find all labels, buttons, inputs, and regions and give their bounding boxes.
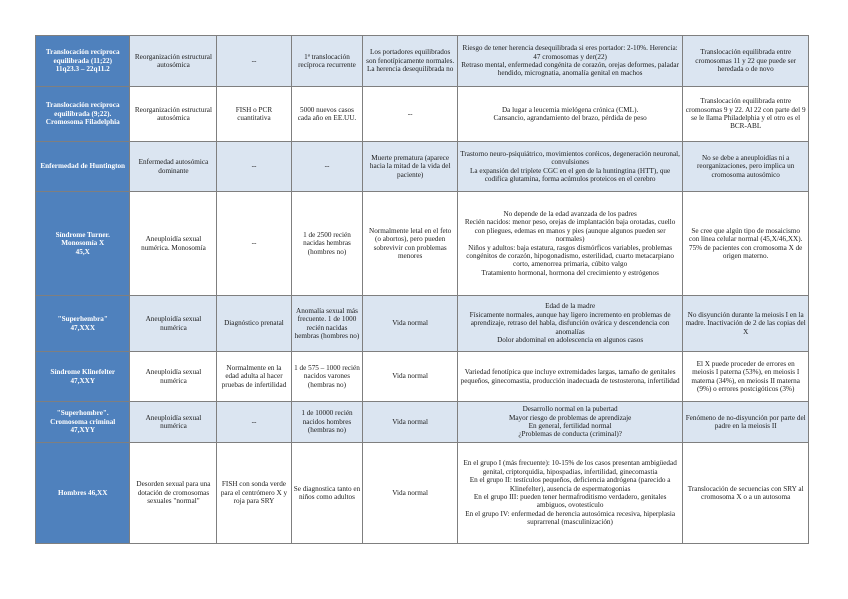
clinic-cell: Trastorno neuro-psiquiátrico, movimientos coréicos, degeneración neuronal, convulsiones La expansión del triplete CGC en el gen de la huntingtina (HTT), que codifica glutamina, forma acúmulos proteicos en el cerebro	[457, 142, 682, 192]
frequency-cell: 5000 nuevos casos cada año en EE.UU.	[291, 87, 363, 142]
row-name-cell: "Superhembra" 47,XXX	[36, 296, 130, 352]
clinic-cell: No depende de la edad avanzada de los padres Recién nacidos: menor peso, orejas de implantación baja orotadas, cuello con pliegues, edemas en manos y pies (aunque algunos pueden ser normales) Niños y adultos: baja estatura, rasgos dismórficos variables, problemas congénitos de corazón, hipogonadismo, esterilidad, cuarto metacarpiano corto, amenorrea primaria, cúbito valgo Tratamiento hormonal, hormona del crecimiento y estrógenos	[457, 192, 682, 296]
cause-cell: El X puede proceder de errores en meiosis I paterna (53%), en meiosis I materna (34%), en meiosis II materna (9%) o errores postcigóticos (3%)	[683, 352, 809, 402]
prognosis-cell: Vida normal	[363, 296, 457, 352]
type-cell: Enfermedad autosómica dominante	[130, 142, 217, 192]
type-cell: Reorganización estructural autosómica	[130, 87, 217, 142]
type-cell: Desorden sexual para una dotación de cromosomas sexuales "normal"	[130, 443, 217, 544]
clinic-cell: Edad de la madre Físicamente normales, aunque hay ligero incremento en problemas de aprendizaje, retraso del habla, disfunción ovárica y descendencia con anomalías Dolor abdominal en adolescencia en algunos casos	[457, 296, 682, 352]
frequency-cell: Anomalía sexual más frecuente. 1 de 1000 recién nacidas hembras (hombres no)	[291, 296, 363, 352]
prognosis-cell: Vida normal	[363, 352, 457, 402]
row-name-cell: Translocación recíproca equilibrada (11;22) 11q23.3 – 22q11.2	[36, 36, 130, 87]
row-name-cell: Hombres 46,XX	[36, 443, 130, 544]
cause-cell: Translocación de secuencias con SRY al cromosoma X o a un autosoma	[683, 443, 809, 544]
table-row	[36, 87, 809, 142]
row-name-cell: Translocación recíproca equilibrada (9;22). Cromosoma Filadelphia	[36, 87, 130, 142]
frequency-cell: 1 de 10000 recién nacidos hombres (hembras no)	[291, 402, 363, 443]
prognosis-cell: Muerte prematura (aparece hacia la mitad de la vida del paciente)	[363, 142, 457, 192]
frequency-cell: 1 de 575 – 1000 recién nacidos varones (hembras no)	[291, 352, 363, 402]
disorders-table	[35, 35, 809, 544]
type-cell: Aneuploidía sexual numérica	[130, 296, 217, 352]
frequency-cell: 1ª translocación recíproca recurrente	[291, 36, 363, 87]
table-row	[36, 443, 809, 544]
prognosis-cell: Los portadores equilibrados son fenotípicamente normales. La herencia desequilibrada no	[363, 36, 457, 87]
row-name-cell: "Superhombre". Cromosoma criminal 47,XYY	[36, 402, 130, 443]
diagnosis-cell: FISH o PCR cuantitativa	[217, 87, 291, 142]
diagnosis-cell: --	[217, 402, 291, 443]
diagnosis-cell: --	[217, 192, 291, 296]
clinic-cell: Variedad fenotípica que incluye extremidades largas, tamaño de genitales pequeños, ginecomastia, producción inadecuada de testosterona, infertilidad	[457, 352, 682, 402]
prognosis-cell: Vida normal	[363, 443, 457, 544]
row-name-cell: Enfermedad de Huntington	[36, 142, 130, 192]
type-cell: Aneuploidía sexual numérica. Monosomía	[130, 192, 217, 296]
cause-cell: No disyunción durante la meiosis I en la madre. Inactivación de 2 de las copias del X	[683, 296, 809, 352]
type-cell: Reorganización estructural autosómica	[130, 36, 217, 87]
clinic-cell: Desarrollo normal en la pubertad Mayor riesgo de problemas de aprendizaje En general, fertilidad normal ¿Problemas de conducta (criminal)?	[457, 402, 682, 443]
type-cell: Aneuploidía sexual numérica	[130, 352, 217, 402]
cause-cell: No se debe a aneuploidías ni a reorganizaciones, pero implica un cromosoma autosómico	[683, 142, 809, 192]
table-row	[36, 142, 809, 192]
table-row	[36, 192, 809, 296]
prognosis-cell: Vida normal	[363, 402, 457, 443]
row-name-cell: Síndrome Turner. Monosomía X 45,X	[36, 192, 130, 296]
table-row	[36, 36, 809, 87]
table-row	[36, 402, 809, 443]
frequency-cell: Se diagnostica tanto en niños como adultos	[291, 443, 363, 544]
cause-cell: Translocación equilibrada entre cromosomas 9 y 22. Al 22 con parte del 9 se le llama Philadelphia y el otro es el BCR-ABL	[683, 87, 809, 142]
table-row	[36, 296, 809, 352]
cause-cell: Fenómeno de no-disyunción por parte del padre en la meiosis II	[683, 402, 809, 443]
clinic-cell: Da lugar a leucemia mielógena crónica (CML). Cansancio, agrandamiento del brazo, pérdida de peso	[457, 87, 682, 142]
diagnosis-cell: --	[217, 142, 291, 192]
table-row	[36, 352, 809, 402]
diagnosis-cell: FISH con sonda verde para el centrómero X y roja para SRY	[217, 443, 291, 544]
diagnosis-cell: Diagnóstico prenatal	[217, 296, 291, 352]
diagnosis-cell: --	[217, 36, 291, 87]
prognosis-cell: --	[363, 87, 457, 142]
clinic-cell: Riesgo de tener herencia desequilibrada si eres portador: 2-10%. Herencia: 47 cromosomas y der(22) Retraso mental, enfermedad congénita de corazón, orejas deformes, paladar hendido, micrognatia, anomalía genital en machos	[457, 36, 682, 87]
type-cell: Aneuploidía sexual numérica	[130, 402, 217, 443]
cause-cell: Se cree que algún tipo de mosaicismo con línea celular normal (45,X/46,XX). 75% de pacientes con cromosoma X de origen materno.	[683, 192, 809, 296]
row-name-cell: Síndrome Klinefelter 47,XXY	[36, 352, 130, 402]
prognosis-cell: Normalmente letal en el feto (o abortos), pero pueden sobrevivir con problemas menores	[363, 192, 457, 296]
frequency-cell: --	[291, 142, 363, 192]
diagnosis-cell: Normalmente en la edad adulta al hacer pruebas de infertilidad	[217, 352, 291, 402]
frequency-cell: 1 de 2500 recién nacidas hembras (hombres no)	[291, 192, 363, 296]
clinic-cell: En el grupo I (más frecuente): 10-15% de los casos presentan ambigüedad genital, criptorquidia, hipospadias, infertilidad, ginecomastia En el grupo II: testículos pequeños, deficiencia andrógena (parecido a Klinefelter), ausencia de espermatogonias En el grupo III: pueden tener hermafroditismo verdadero, genitales ambiguos, ovotestículo En el grupo IV: enfermedad de herencia autosómica recesiva, hiperplasia suprarrenal (masculinización)	[457, 443, 682, 544]
cause-cell: Translocación equilibrada entre cromosomas 11 y 22 que puede ser heredada o de novo	[683, 36, 809, 87]
